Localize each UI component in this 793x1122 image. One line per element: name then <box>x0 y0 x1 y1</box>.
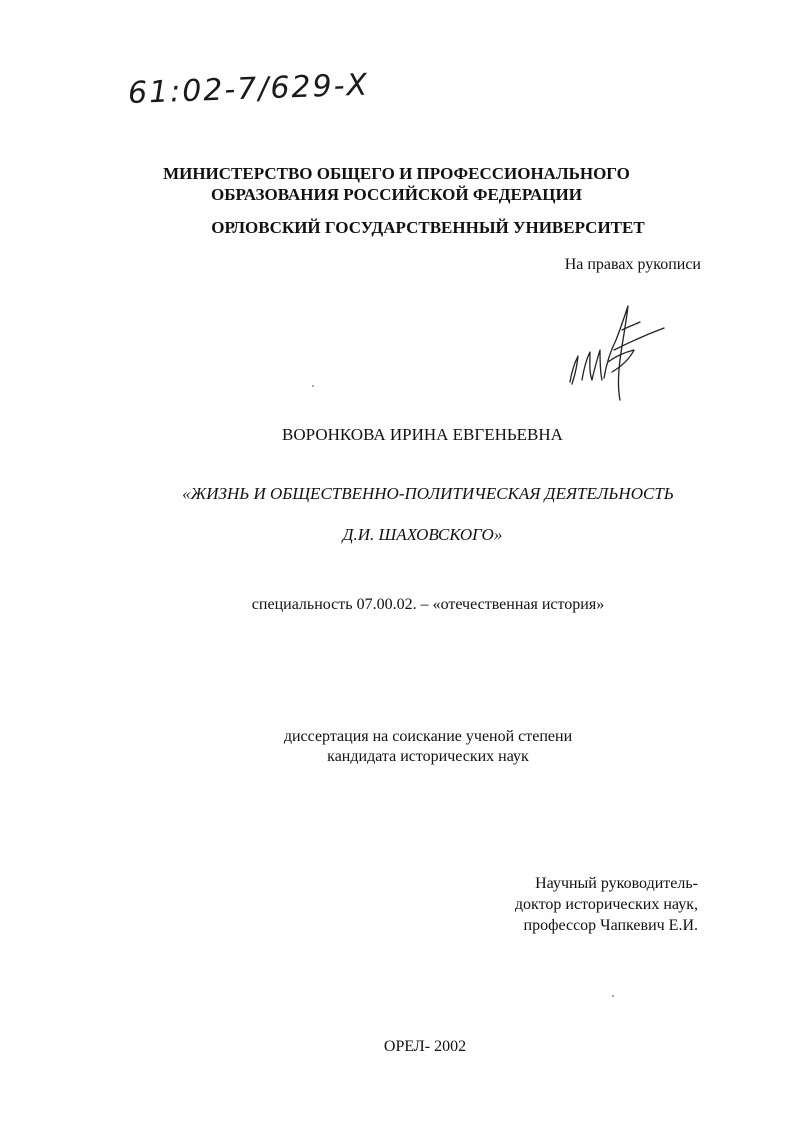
archive-code-handwritten: 61:02-7/629-Х <box>127 67 370 111</box>
supervisor-line-1: Научный руководитель- <box>535 875 698 892</box>
ministry-line-1: МИНИСТЕРСТВО ОБЩЕГО И ПРОФЕССИОНАЛЬНОГО <box>163 164 630 183</box>
dissertation-title-line-2: Д.И. ШАХОВСКОГО» <box>342 525 503 544</box>
university-heading: ОРЛОВСКИЙ ГОСУДАРСТВЕННЫЙ УНИВЕРСИТЕТ <box>211 218 645 237</box>
dissertation-title-line-1: «ЖИЗНЬ И ОБЩЕСТВЕННО-ПОЛИТИЧЕСКАЯ ДЕЯТЕЛЬНОСТЬ <box>182 484 674 503</box>
degree-statement <box>0 727 793 767</box>
signature-icon <box>560 300 670 405</box>
ministry-heading <box>0 163 793 205</box>
manuscript-note: На правах рукописи <box>564 256 701 273</box>
supervisor-line-2: доктор исторических наук, <box>514 896 698 913</box>
specialty-line: специальность 07.00.02. – «отечественная история» <box>251 596 605 613</box>
degree-line-1: диссертация на соискание ученой степени <box>283 728 573 745</box>
scan-speck <box>312 385 314 387</box>
city-year: ОРЕЛ- 2002 <box>383 1038 467 1055</box>
degree-line-2: кандидата исторических наук <box>327 748 529 765</box>
scan-speck <box>612 995 614 997</box>
ministry-line-2: ОБРАЗОВАНИЯ РОССИЙСКОЙ ФЕДЕРАЦИИ <box>211 185 582 204</box>
supervisor-line-3: профессор Чапкевич Е.И. <box>523 917 698 934</box>
author-name: ВОРОНКОВА ИРИНА ЕВГЕНЬЕВНА <box>282 425 563 444</box>
supervisor-block <box>515 873 698 936</box>
